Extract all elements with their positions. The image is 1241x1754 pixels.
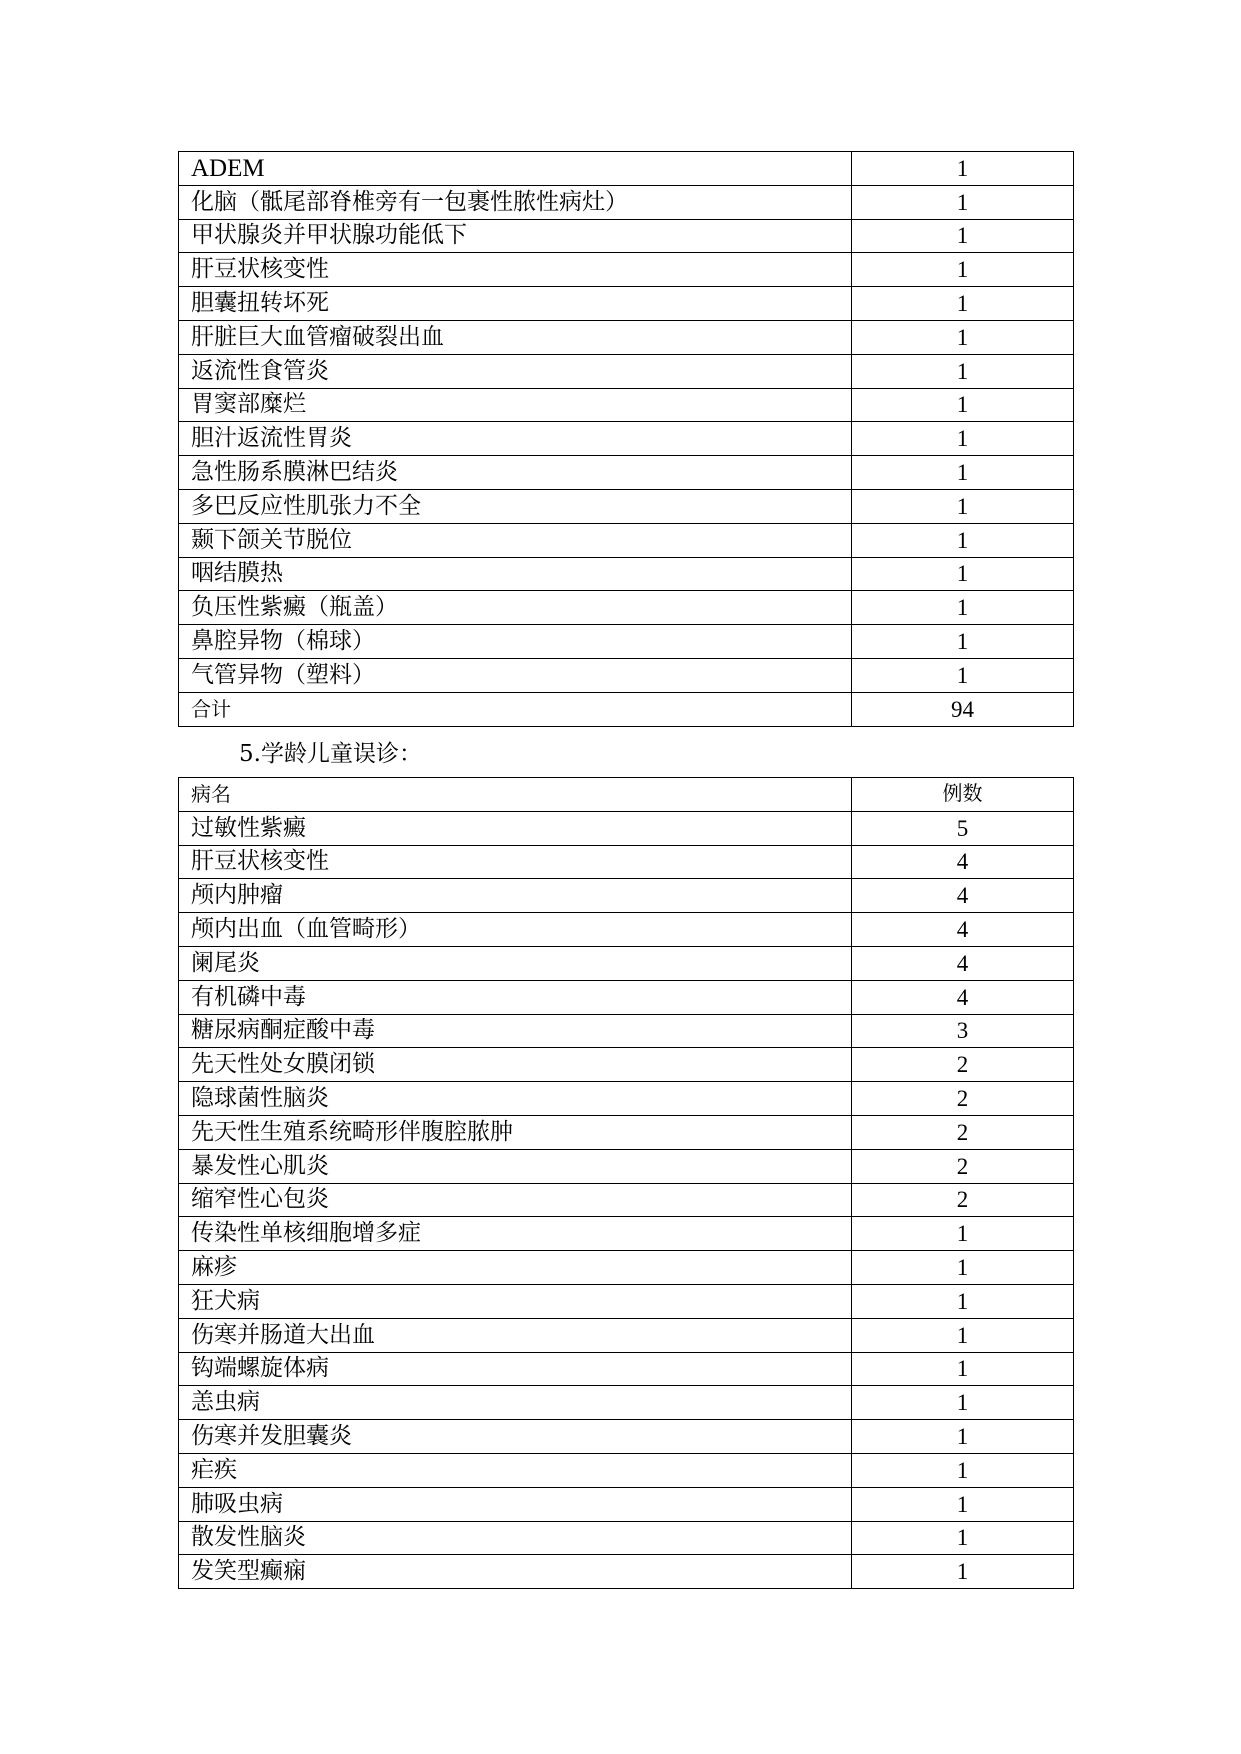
disease-name: 急性肠系膜淋巴结炎	[179, 456, 852, 490]
disease-name: 伤寒并肠道大出血	[179, 1318, 852, 1352]
case-count: 1	[852, 354, 1074, 388]
table-row	[179, 422, 1074, 456]
table-row	[179, 523, 1074, 557]
case-count: 1	[852, 253, 1074, 287]
disease-name: 负压性紫癜（瓶盖）	[179, 591, 852, 625]
school-age-misdiagnosis-table	[178, 777, 1074, 1589]
disease-name: 胆囊扭转坏死	[179, 287, 852, 321]
case-count: 1	[852, 1352, 1074, 1386]
table-row	[179, 879, 1074, 913]
disease-name: 发笑型癫痫	[179, 1555, 852, 1589]
table-row	[179, 1251, 1074, 1285]
disease-name: 狂犬病	[179, 1284, 852, 1318]
disease-name: 胆汁返流性胃炎	[179, 422, 852, 456]
case-count: 1	[852, 1453, 1074, 1487]
case-count: 4	[852, 845, 1074, 879]
disease-name: 伤寒并发胆囊炎	[179, 1420, 852, 1454]
table-row	[179, 287, 1074, 321]
disease-name: 颅内出血（血管畸形）	[179, 913, 852, 947]
disease-name: 化脑（骶尾部脊椎旁有一包裹性脓性病灶）	[179, 185, 852, 219]
disease-name: 先天性处女膜闭锁	[179, 1048, 852, 1082]
table-row	[179, 658, 1074, 692]
table-row	[179, 591, 1074, 625]
disease-name: 返流性食管炎	[179, 354, 852, 388]
table-row	[179, 253, 1074, 287]
column-header-name: 病名	[179, 778, 852, 812]
disease-name: 传染性单核细胞增多症	[179, 1217, 852, 1251]
table-row	[179, 1014, 1074, 1048]
disease-name: 多巴反应性肌张力不全	[179, 489, 852, 523]
case-count: 2	[852, 1082, 1074, 1116]
table-row	[179, 557, 1074, 591]
table-row	[179, 388, 1074, 422]
column-header-count: 例数	[852, 778, 1074, 812]
disease-name: 隐球菌性脑炎	[179, 1082, 852, 1116]
disease-name: 疟疾	[179, 1453, 852, 1487]
case-count: 1	[852, 523, 1074, 557]
disease-name: 鼻腔异物（棉球）	[179, 625, 852, 659]
case-count: 1	[852, 388, 1074, 422]
case-count: 2	[852, 1149, 1074, 1183]
table-row	[179, 1149, 1074, 1183]
table-row	[179, 1318, 1074, 1352]
case-count: 1	[852, 557, 1074, 591]
case-count: 1	[852, 456, 1074, 490]
misdiagnosis-table-continued	[178, 151, 1074, 727]
disease-name: 胃窦部糜烂	[179, 388, 852, 422]
case-count: 1	[852, 1318, 1074, 1352]
table-2-header	[179, 778, 1074, 812]
case-count: 1	[852, 489, 1074, 523]
disease-name: 阑尾炎	[179, 946, 852, 980]
case-count: 1	[852, 185, 1074, 219]
table-row	[179, 1555, 1074, 1589]
case-count: 4	[852, 879, 1074, 913]
table-row	[179, 1521, 1074, 1555]
table-row	[179, 456, 1074, 490]
table-row	[179, 152, 1074, 186]
table-row	[179, 1453, 1074, 1487]
case-count: 4	[852, 980, 1074, 1014]
table-row	[179, 913, 1074, 947]
case-count: 2	[852, 1115, 1074, 1149]
disease-name: 咽结膜热	[179, 557, 852, 591]
case-count: 4	[852, 913, 1074, 947]
section-heading: 5.学龄儿童误诊：	[239, 741, 422, 767]
table-row	[179, 320, 1074, 354]
table-row	[179, 354, 1074, 388]
table-row	[179, 980, 1074, 1014]
disease-name: 肝脏巨大血管瘤破裂出血	[179, 320, 852, 354]
table-row	[179, 1386, 1074, 1420]
table-row	[179, 845, 1074, 879]
table-1-body	[179, 152, 1074, 727]
case-count: 4	[852, 946, 1074, 980]
disease-name: 暴发性心肌炎	[179, 1149, 852, 1183]
table-row	[179, 489, 1074, 523]
case-count: 2	[852, 1048, 1074, 1082]
disease-name: 过敏性紫癜	[179, 811, 852, 845]
case-count: 1	[852, 219, 1074, 253]
table-row	[179, 1420, 1074, 1454]
case-count: 3	[852, 1014, 1074, 1048]
case-count: 1	[852, 1555, 1074, 1589]
header-row	[179, 778, 1074, 812]
disease-name: 肝豆状核变性	[179, 253, 852, 287]
table-row	[179, 1183, 1074, 1217]
case-count: 1	[852, 1251, 1074, 1285]
disease-name: 气管异物（塑料）	[179, 658, 852, 692]
disease-name: 麻疹	[179, 1251, 852, 1285]
table-row	[179, 946, 1074, 980]
table-row	[179, 1487, 1074, 1521]
table-row	[179, 1352, 1074, 1386]
case-count: 1	[852, 1420, 1074, 1454]
disease-name: 肺吸虫病	[179, 1487, 852, 1521]
case-count: 2	[852, 1183, 1074, 1217]
table-row	[179, 1082, 1074, 1116]
disease-name: 缩窄性心包炎	[179, 1183, 852, 1217]
table-row	[179, 185, 1074, 219]
disease-name: 颞下颌关节脱位	[179, 523, 852, 557]
table-row	[179, 1115, 1074, 1149]
case-count: 1	[852, 1284, 1074, 1318]
disease-name: 甲状腺炎并甲状腺功能低下	[179, 219, 852, 253]
case-count: 1	[852, 1487, 1074, 1521]
case-count: 1	[852, 658, 1074, 692]
disease-name: 钩端螺旋体病	[179, 1352, 852, 1386]
case-count: 1	[852, 1217, 1074, 1251]
disease-name: 先天性生殖系统畸形伴腹腔脓肿	[179, 1115, 852, 1149]
disease-name: 恙虫病	[179, 1386, 852, 1420]
disease-name: 颅内肿瘤	[179, 879, 852, 913]
table-row	[179, 625, 1074, 659]
case-count: 1	[852, 152, 1074, 186]
total-row	[179, 692, 1074, 726]
case-count: 1	[852, 320, 1074, 354]
disease-name: 肝豆状核变性	[179, 845, 852, 879]
case-count: 1	[852, 625, 1074, 659]
disease-name: ADEM	[179, 152, 852, 186]
table-row	[179, 1048, 1074, 1082]
case-count: 1	[852, 591, 1074, 625]
case-count: 1	[852, 422, 1074, 456]
disease-name: 散发性脑炎	[179, 1521, 852, 1555]
table-2-body	[179, 811, 1074, 1588]
disease-name: 有机磷中毒	[179, 980, 852, 1014]
table-row	[179, 811, 1074, 845]
case-count: 1	[852, 287, 1074, 321]
case-count: 1	[852, 1521, 1074, 1555]
table-row	[179, 1217, 1074, 1251]
case-count: 5	[852, 811, 1074, 845]
total-count: 94	[852, 692, 1074, 726]
disease-name: 糖尿病酮症酸中毒	[179, 1014, 852, 1048]
case-count: 1	[852, 1386, 1074, 1420]
table-row	[179, 1284, 1074, 1318]
total-label: 合计	[179, 692, 852, 726]
table-row	[179, 219, 1074, 253]
